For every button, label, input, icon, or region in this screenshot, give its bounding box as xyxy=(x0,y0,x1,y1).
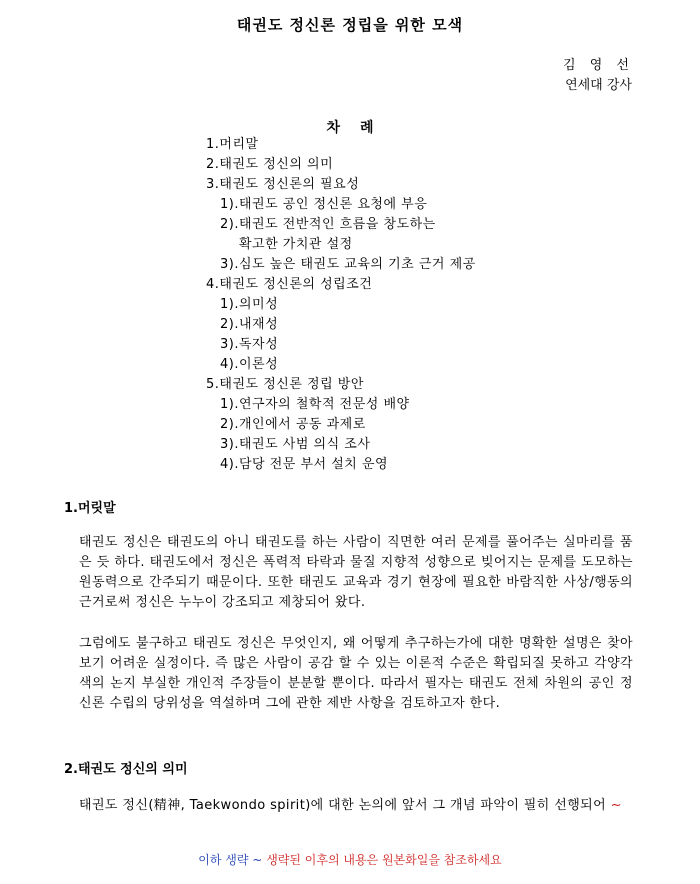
author-block xyxy=(563,56,632,96)
toc-heading-text: 차례 xyxy=(326,120,394,136)
table-of-contents xyxy=(206,135,476,475)
toc-item: 2.태권도 정신의 의미 xyxy=(206,157,334,172)
toc-item: 5.태권도 정신론 정립 방안 xyxy=(206,377,364,392)
toc-item: 3).심도 높은 태권도 교육의 기초 근거 제공 xyxy=(220,257,476,272)
section2-paragraph-1 xyxy=(79,796,633,816)
section2-paragraph-text: 태권도 정신(精神, Taekwondo spirit)에 대한 논의에 앞서 그 개념 파악이 필히 선행되어 xyxy=(79,798,607,813)
omission-notice-prefix: 이하 생략 ~ xyxy=(198,853,263,867)
toc-item: 4).이론성 xyxy=(220,357,279,372)
toc-item: 3.태권도 정신론의 필요성 xyxy=(206,177,360,192)
omission-notice-message: 생략된 이후의 내용은 원본화일을 참조하세요 xyxy=(266,853,502,867)
toc-item: 2).태권도 전반적인 흐름을 창도하는 xyxy=(220,217,436,232)
toc-item: 3).태권도 사범 의식 조사 xyxy=(220,437,371,452)
section-heading-1: 1.머릿말 xyxy=(64,501,116,516)
section-heading-2: 2.태권도 정신의 의미 xyxy=(64,762,188,777)
toc-item: 1).태권도 공인 정신론 요청에 부응 xyxy=(220,197,428,212)
toc-item: 2).개인에서 공동 과제로 xyxy=(220,417,366,432)
toc-item: 2).내재성 xyxy=(220,317,279,332)
toc-item: 1).의미성 xyxy=(220,297,279,312)
toc-item: 3).독자성 xyxy=(220,337,279,352)
continuation-tilde: ~ xyxy=(610,798,622,813)
section1-paragraph-1: 태권도 정신은 태권도의 아니 태권도를 하는 사람이 직면한 여러 문제를 풀어주는 실마리를 품은 듯 하다. 태권도에서 정신은 폭력적 타락과 물질 지향적 성향으로 빚어지는 문제를 도모하는 원동력으로 간주되기 때문이다. 또한 태권도 교육과 경기 현장에 필요한 바람직한 사상/행동의 근거로써 정신은 누누이 강조되고 제창되어 왔다. xyxy=(79,535,633,610)
toc-item: 4).담당 전문 부서 설치 운영 xyxy=(220,457,389,472)
toc-item: 1).연구자의 철학적 전문성 배양 xyxy=(220,397,410,412)
toc-heading xyxy=(0,117,700,137)
omission-notice xyxy=(0,851,700,868)
document-title: 태권도 정신론 정립을 위한 모색 xyxy=(236,16,464,34)
author-name: 김 영 선 xyxy=(563,58,634,73)
author-affiliation: 연세대 강사 xyxy=(565,78,632,93)
toc-item: 확고한 가치관 설정 xyxy=(239,237,353,252)
section1-paragraph-2: 그럼에도 불구하고 태권도 정신은 무엇인지, 왜 어떻게 추구하는가에 대한 명확한 설명은 찾아보기 어려운 실정이다. 즉 많은 사람이 공감 할 수 있는 이론적 수준은 확립되질 못하고 각양각색의 논지 부실한 개인적 주장들이 분분할 뿐이다. 따라서 필자는 태권도 전체 차원의 공인 정신론 수립의 당위성을 역설하며 그에 관한 제반 사항을 검토하고자 한다. xyxy=(79,636,633,711)
toc-item: 1.머리말 xyxy=(206,137,259,152)
toc-item: 4.태권도 정신론의 성립조건 xyxy=(206,277,373,292)
